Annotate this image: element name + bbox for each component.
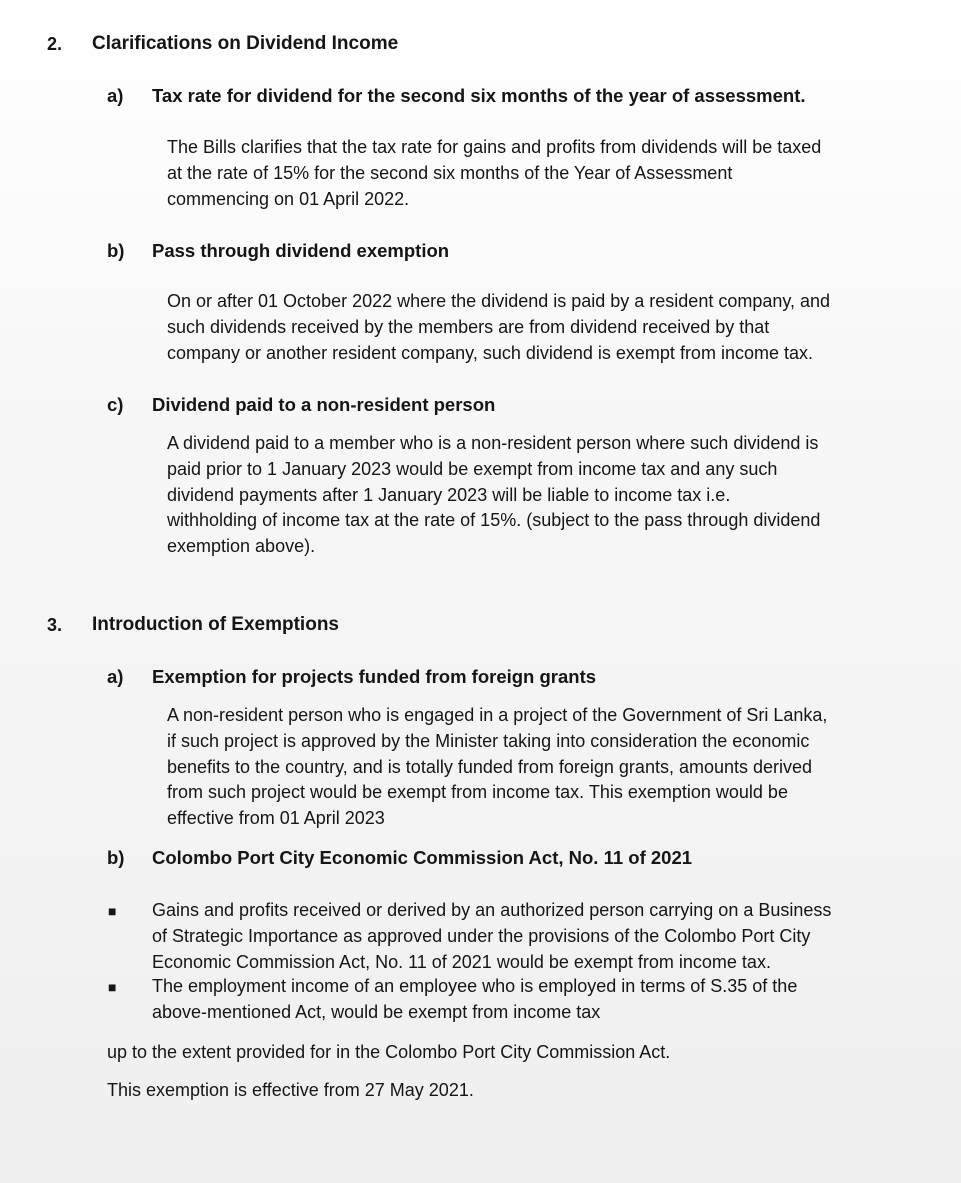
- bullet-line: of Strategic Importance as approved under the provisions of the Colombo Port City: [152, 925, 811, 946]
- bullet-line: Economic Commission Act, No. 11 of 2021 would be exempt from income tax.: [152, 951, 771, 972]
- paragraph-line: from such project would be exempt from income tax. This exemption would be: [167, 782, 788, 803]
- bullet-item: [152, 898, 831, 975]
- item-paragraph: [167, 289, 830, 366]
- footer-note: This exemption is effective from 27 May 2021.: [107, 1080, 474, 1100]
- paragraph-line: company or another resident company, such dividend is exempt from income tax.: [167, 342, 813, 363]
- paragraph-line: commencing on 01 April 2022.: [167, 188, 410, 209]
- paragraph-line: benefits to the country, and is totally funded from foreign grants, amounts derived: [167, 756, 813, 777]
- section-number: 3.: [47, 615, 63, 635]
- paragraph-line: paid prior to 1 January 2023 would be exempt from income tax and any such: [167, 458, 778, 479]
- bullet-square-icon: ■: [108, 903, 117, 919]
- paragraph-line: exemption above).: [167, 536, 316, 557]
- section-title: Clarifications on Dividend Income: [92, 33, 399, 54]
- section-title: Introduction of Exemptions: [92, 614, 339, 635]
- paragraph-line: such dividends received by the members are from dividend received by that: [167, 316, 770, 337]
- paragraph-line: On or after 01 October 2022 where the dividend is paid by a resident company, and: [167, 291, 831, 311]
- bullet-item: [152, 974, 797, 1026]
- item-paragraph: [167, 431, 820, 560]
- item-title: Colombo Port City Economic Commission Act, No. 11 of 2021: [152, 847, 693, 868]
- section-number: 2.: [47, 34, 63, 54]
- bullet-line: above-mentioned Act, would be exempt from income tax: [152, 1001, 601, 1022]
- bullet-line: Gains and profits received or derived by an authorized person carrying on a Business: [152, 900, 832, 920]
- item-title: Pass through dividend exemption: [152, 240, 450, 261]
- item-paragraph: [167, 703, 827, 832]
- item-letter: b): [107, 847, 125, 868]
- paragraph-line: A dividend paid to a member who is a non-resident person where such dividend is: [167, 433, 819, 453]
- paragraph-line: withholding of income tax at the rate of 15%. (subject to the pass through dividend: [167, 510, 821, 531]
- paragraph-line: The Bills clarifies that the tax rate for gains and profits from dividends will be taxed: [167, 137, 822, 157]
- item-letter: a): [107, 85, 124, 106]
- bullet-square-icon: ■: [108, 979, 117, 995]
- paragraph-line: A non-resident person who is engaged in a project of the Government of Sri Lanka,: [167, 705, 828, 725]
- paragraph-line: if such project is approved by the Minister taking into consideration the economic: [167, 730, 810, 751]
- paragraph-line: at the rate of 15% for the second six months of the Year of Assessment: [167, 162, 733, 183]
- item-title: Exemption for projects funded from foreign grants: [152, 666, 597, 687]
- paragraph-line: effective from 01 April 2023: [167, 808, 385, 829]
- paragraph-line: dividend payments after 1 January 2023 will be liable to income tax i.e.: [167, 484, 731, 505]
- bullet-line: The employment income of an employee who is employed in terms of S.35 of the: [152, 976, 798, 996]
- footer-note: up to the extent provided for in the Colombo Port City Commission Act.: [107, 1042, 671, 1062]
- item-title: Tax rate for dividend for the second six months of the year of assessment.: [152, 85, 806, 106]
- item-letter: a): [107, 666, 124, 687]
- item-letter: c): [107, 394, 124, 415]
- item-title: Dividend paid to a non-resident person: [152, 394, 496, 415]
- item-letter: b): [107, 240, 125, 261]
- item-paragraph: [167, 135, 821, 212]
